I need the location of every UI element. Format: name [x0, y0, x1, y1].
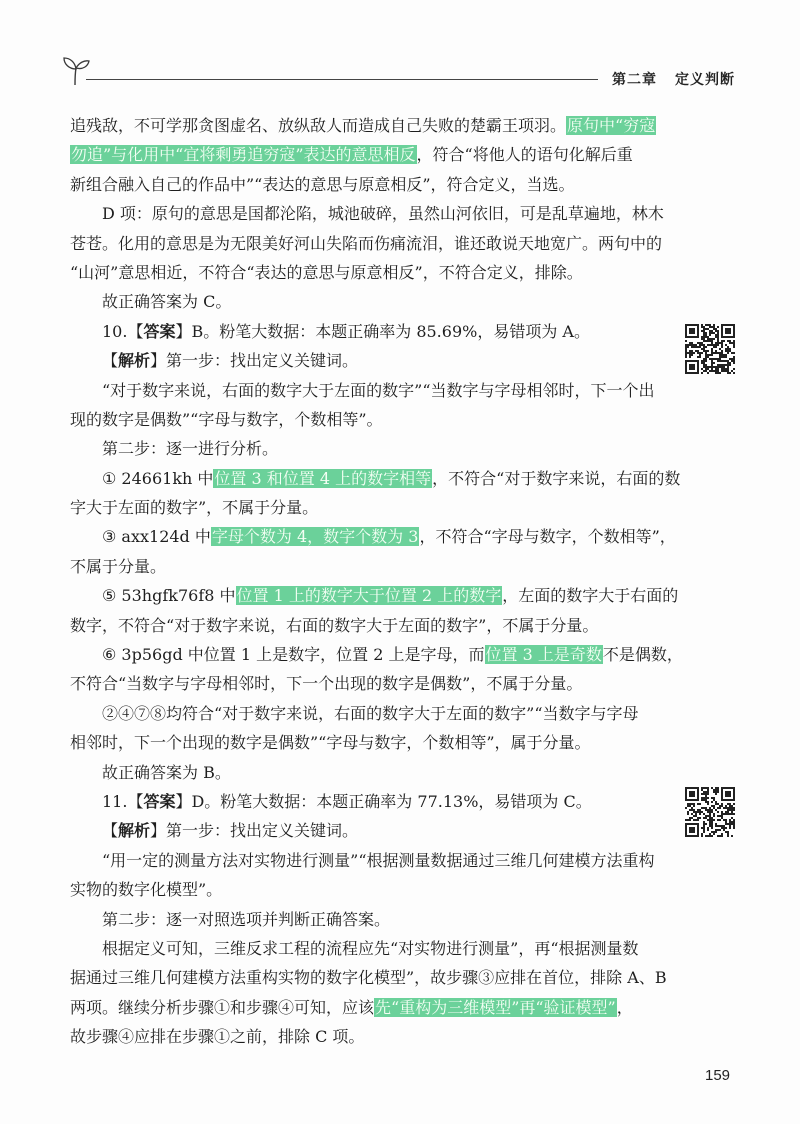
answer-label: 答案 [143, 791, 176, 811]
text-line: ②④⑦⑧均符合“对于数字来说，右面的数字大于左面的数字”“当数字与字母 [102, 703, 639, 723]
answer-line: 故正确答案为 C。 [102, 292, 232, 312]
question-11-answer: 11.【答案】D。粉笔大数据：本题正确率为 77.13%，易错项为 C。 [102, 791, 592, 811]
question-10-answer: 10.【答案】B。粉笔大数据：本题正确率为 85.69%，易错项为 A。 [102, 321, 590, 341]
text-line: 第二步：逐一对照选项并判断正确答案。 [102, 909, 391, 929]
text-line: 不符合“当数字与字母相邻时，下一个出现的数字是偶数”，不属于分量。 [70, 674, 583, 694]
highlight: 先“重构为三维模型”再“验证模型” [375, 997, 616, 1017]
highlight: 位置 3 上是奇数 [485, 645, 602, 665]
text-line: 数字，不符合“对于数字来说，右面的数字大于左面的数字”，不属于分量。 [70, 615, 599, 635]
text-line: ⑤ 53hgfk76f8 中位置 1 上的数字大于位置 2 上的数字，左面的数字大于右面的 [102, 586, 679, 606]
page-number: 159 [705, 1067, 731, 1084]
text-line: ① 24661kh 中位置 3 和位置 4 上的数字相等，不符合“对于数字来说，右面的数 [102, 468, 681, 488]
text-line: 追残敌，不可学那贪图虚名、放纵敌人而造成自己失败的楚霸王项羽。原句中“穷寇 [70, 116, 656, 135]
analysis-label: 解析 [118, 351, 151, 371]
highlight: 原句中“穷寇 [567, 116, 656, 135]
running-header [612, 69, 735, 89]
text-line: 根据定义可知，三维反求工程的流程应先“对实物进行测量”，再“根据测量数 [102, 938, 639, 958]
qr-code-icon [685, 787, 735, 837]
text-line: 新组合融入自己的作品中”“表达的意思与原意相反”，符合定义，当选。 [70, 174, 575, 194]
text-line: 现的数字是偶数”“字母与数字，个数相等”。 [70, 409, 383, 429]
sprout-icon [58, 54, 92, 88]
section-label: 定义判断 [675, 72, 735, 88]
text-line: “山河”意思相近，不符合“表达的意思与原意相反”，不符合定义，排除。 [70, 262, 583, 282]
analysis-heading: 【解析】第一步：找出定义关键词。 [102, 821, 359, 841]
highlight: 字母个数为 4，数字个数为 3 [211, 527, 419, 547]
highlight: 位置 3 和位置 4 上的数字相等 [214, 468, 432, 488]
text-line: 两项。继续分析步骤①和步骤④可知，应该先“重构为三维模型”再“验证模型”， [70, 997, 633, 1017]
chapter-label: 第二章 [612, 72, 657, 88]
highlight: 勿追”与化用中“宜将剩勇追穷寇”表达的意思相反 [71, 145, 416, 165]
text-line: 第二步：逐一进行分析。 [102, 439, 279, 459]
text-line: 故步骤④应排在步骤①之前，排除 C 项。 [70, 1027, 365, 1047]
answer-explanation-text [70, 111, 683, 1052]
analysis-heading: 【解析】第一步：找出定义关键词。 [102, 351, 359, 371]
answer-label: 答案 [143, 321, 176, 341]
text-line: 不属于分量。 [70, 556, 167, 576]
text-line: 勿追”与化用中“宜将剩勇追穷寇”表达的意思相反，符合“将他人的语句化解后重 [71, 145, 633, 165]
text-line: “用一定的测量方法对实物进行测量”“根据测量数据通过三维几何建模方法重构 [102, 850, 655, 870]
text-line: 相邻时，下一个出现的数字是偶数”“字母与数字，个数相等”，属于分量。 [70, 733, 591, 753]
highlight: 位置 1 上的数字大于位置 2 上的数字 [236, 586, 502, 606]
text-line: 据通过三维几何建模方法重构实物的数字化模型”，故步骤③应排在首位，排除 A、B [70, 968, 667, 988]
text-line: “对于数字来说，右面的数字大于左面的数字”“当数字与字母相邻时，下一个出 [102, 380, 655, 400]
text-line: 实物的数字化模型”。 [70, 880, 223, 900]
text-line: ⑥ 3p56gd 中位置 1 上是数字，位置 2 上是字母，而位置 3 上是奇数不是偶数， [102, 645, 683, 665]
answer-line: 故正确答案为 B。 [102, 762, 231, 782]
analysis-label: 解析 [118, 821, 151, 841]
text-line: D 项：原句的意思是国都沦陷，城池破碎，虽然山河依旧，可是乱草遍地，林木 [102, 204, 664, 224]
text-line: 苍苍。化用的意思是为无限美好河山失陷而伤痛流泪，谁还敢说天地宽广。两句中的 [70, 233, 663, 253]
text-line: 字大于左面的数字”，不属于分量。 [70, 498, 319, 518]
text-line: ③ axx124d 中字母个数为 4，数字个数为 3，不符合“字母与数字，个数相等”， [102, 527, 676, 547]
qr-code-icon [685, 324, 735, 374]
header-rule [86, 79, 598, 80]
